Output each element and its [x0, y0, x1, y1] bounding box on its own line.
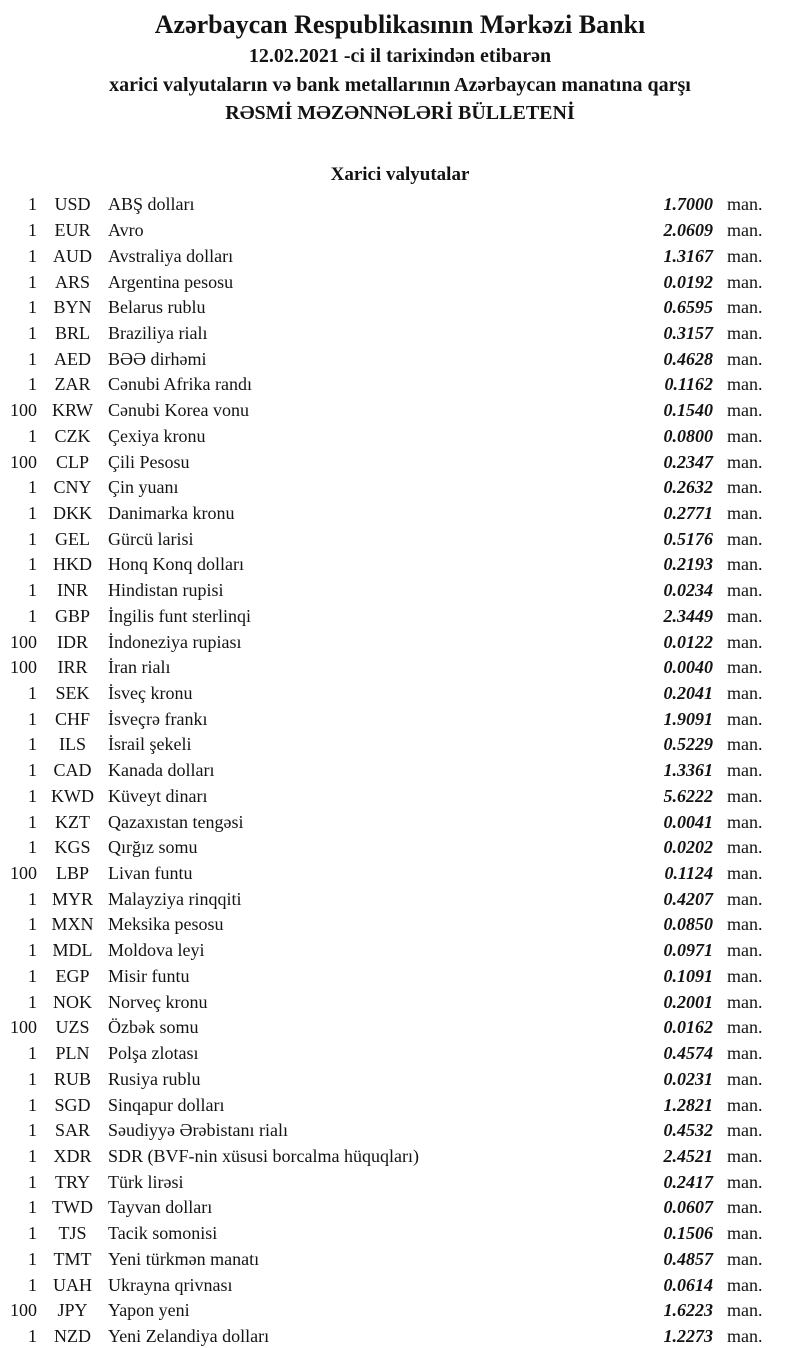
currency-name: Özbək somu	[108, 1017, 199, 1038]
currency-quantity: 1	[28, 837, 37, 858]
currency-name: Çili Pesosu	[108, 451, 190, 472]
unit-label: man.	[727, 683, 763, 704]
currency-code: ARS	[54, 271, 90, 292]
currency-name: Sinqapur dolları	[108, 1094, 225, 1115]
currency-code: AUD	[53, 245, 92, 266]
currency-rate: 0.5176	[663, 528, 713, 549]
currency-name: Tayvan dolları	[108, 1197, 213, 1218]
unit-label: man.	[727, 348, 763, 369]
unit-label: man.	[727, 1043, 763, 1064]
currency-quantity: 1	[28, 888, 37, 909]
unit-label: man.	[727, 322, 763, 343]
unit-label: man.	[727, 425, 763, 446]
currency-name: İsveç kronu	[108, 683, 193, 704]
currency-quantity: 1	[28, 297, 37, 318]
bulletin-subtitle: xarici valyutaların və bank metallarının Azərbaycan manatına qarşı	[109, 74, 691, 96]
currency-quantity: 1	[28, 991, 37, 1012]
unit-label: man.	[727, 734, 763, 755]
currency-code: AED	[54, 348, 91, 369]
rate-row	[0, 1066, 773, 1092]
currency-quantity: 1	[28, 1223, 37, 1244]
unit-label: man.	[727, 1068, 763, 1089]
currency-name: BƏƏ dirhəmi	[108, 348, 207, 369]
currency-quantity: 1	[28, 940, 37, 961]
unit-label: man.	[727, 220, 763, 241]
currency-quantity: 1	[28, 914, 37, 935]
currency-name: Yeni türkmən manatı	[108, 1248, 260, 1269]
rate-row	[0, 475, 773, 501]
unit-label: man.	[727, 863, 763, 884]
currency-name: SDR (BVF-nin xüsusi borcalma hüquqları)	[108, 1145, 419, 1166]
currency-code: INR	[57, 580, 88, 601]
rate-row	[0, 449, 773, 475]
currency-rate: 5.6222	[663, 785, 713, 806]
currency-quantity: 1	[28, 785, 37, 806]
currency-quantity: 1	[28, 425, 37, 446]
currency-rate: 0.0202	[663, 837, 713, 858]
unit-label: man.	[727, 528, 763, 549]
currency-quantity: 100	[10, 863, 37, 884]
currency-name: Səudiyyə Ərəbistanı rialı	[108, 1120, 288, 1141]
currency-rate: 0.2417	[663, 1171, 713, 1192]
rate-row	[0, 243, 773, 269]
rate-row	[0, 681, 773, 707]
currency-name: Malayziya rinqqiti	[108, 888, 242, 909]
rate-row	[0, 784, 773, 810]
currency-rate: 0.4574	[663, 1043, 713, 1064]
unit-label: man.	[727, 1325, 763, 1346]
rate-row	[0, 1195, 773, 1221]
currency-rate: 0.1091	[663, 965, 713, 986]
unit-label: man.	[727, 502, 763, 523]
currency-name: Çexiya kronu	[108, 425, 206, 446]
currency-name: Rusiya rublu	[108, 1068, 201, 1089]
unit-label: man.	[727, 1274, 763, 1295]
currency-code: BYN	[53, 297, 92, 318]
unit-label: man.	[727, 400, 763, 421]
rate-row	[0, 398, 773, 424]
currency-code: RUB	[53, 1068, 91, 1089]
currency-code: USD	[54, 194, 91, 215]
rate-row	[0, 655, 773, 681]
rate-row	[0, 552, 773, 578]
currency-code: SAR	[54, 1120, 90, 1141]
currency-name: Yapon yeni	[108, 1300, 190, 1321]
rate-row	[0, 1144, 773, 1170]
currency-code: TMT	[53, 1248, 92, 1269]
currency-name: Tacik somonisi	[108, 1223, 218, 1244]
currency-quantity: 1	[28, 811, 37, 832]
currency-name: İran rialı	[108, 657, 171, 678]
currency-rate: 0.0234	[663, 580, 713, 601]
currency-rate: 0.1124	[664, 863, 713, 884]
currency-rate: 0.0162	[663, 1017, 713, 1038]
currency-code: KWD	[51, 785, 94, 806]
bank-title: Azərbaycan Respublikasının Mərkəzi Bankı	[154, 10, 646, 39]
currency-code: SEK	[55, 683, 90, 704]
currency-name: Ukrayna qrivnası	[108, 1274, 233, 1295]
currency-code: JPY	[57, 1300, 88, 1321]
currency-code: CZK	[54, 425, 91, 446]
currency-rate: 0.0192	[663, 271, 713, 292]
unit-label: man.	[727, 785, 763, 806]
currency-rate: 0.4532	[663, 1120, 713, 1141]
currency-name: Cənubi Korea vonu	[108, 400, 249, 421]
unit-label: man.	[727, 477, 763, 498]
currency-code: NZD	[54, 1325, 91, 1346]
currency-code: MYR	[51, 888, 93, 909]
currency-name: ABŞ dolları	[108, 194, 195, 215]
currency-name: Norveç kronu	[108, 991, 208, 1012]
rate-row	[0, 706, 773, 732]
currency-code: EGP	[55, 965, 90, 986]
rate-row	[0, 964, 773, 990]
rate-row	[0, 989, 773, 1015]
currency-rate: 0.1540	[663, 400, 713, 421]
currency-quantity: 1	[28, 708, 37, 729]
unit-label: man.	[727, 965, 763, 986]
currency-rate: 1.2273	[663, 1325, 713, 1346]
currency-quantity: 1	[28, 477, 37, 498]
currency-quantity: 100	[10, 631, 37, 652]
section-title-foreign-currencies: Xarici valyutalar	[330, 164, 470, 185]
rate-row	[0, 295, 773, 321]
currency-code: KRW	[51, 400, 93, 421]
rate-row	[0, 809, 773, 835]
currency-rate: 0.2001	[663, 991, 713, 1012]
currency-rate: 0.0041	[663, 811, 713, 832]
unit-label: man.	[727, 580, 763, 601]
unit-label: man.	[727, 554, 763, 575]
unit-label: man.	[727, 1017, 763, 1038]
currency-code: ILS	[59, 734, 86, 755]
currency-name: Honq Konq dolları	[108, 554, 244, 575]
unit-label: man.	[727, 194, 763, 215]
currency-code: GEL	[55, 528, 90, 549]
currency-name: Qırğız somu	[108, 837, 198, 858]
currency-code: LBP	[55, 863, 89, 884]
unit-label: man.	[727, 297, 763, 318]
rate-row	[0, 1221, 773, 1247]
currency-rate: 0.0122	[663, 631, 713, 652]
currency-name: Yeni Zelandiya dolları	[108, 1325, 270, 1346]
currency-quantity: 1	[28, 554, 37, 575]
rate-row	[0, 1246, 773, 1272]
unit-label: man.	[727, 1120, 763, 1141]
currency-code: IRR	[57, 657, 88, 678]
unit-label: man.	[727, 374, 763, 395]
currency-quantity: 1	[28, 1274, 37, 1295]
currency-name: Braziliya rialı	[108, 322, 208, 343]
currency-quantity: 1	[28, 1197, 37, 1218]
unit-label: man.	[727, 888, 763, 909]
currency-quantity: 1	[28, 580, 37, 601]
currency-quantity: 1	[28, 734, 37, 755]
currency-quantity: 100	[10, 451, 37, 472]
currency-rate: 0.0971	[663, 940, 713, 961]
unit-label: man.	[727, 657, 763, 678]
rate-row	[0, 269, 773, 295]
document-header	[0, 8, 800, 127]
unit-label: man.	[727, 991, 763, 1012]
unit-label: man.	[727, 271, 763, 292]
currency-name: Misir funtu	[108, 965, 190, 986]
currency-rate: 0.0800	[663, 425, 713, 446]
rate-row	[0, 861, 773, 887]
currency-name: Meksika pesosu	[108, 914, 224, 935]
currency-quantity: 1	[28, 194, 37, 215]
currency-name: Avstraliya dolları	[108, 245, 234, 266]
rate-row	[0, 526, 773, 552]
currency-name: Gürcü larisi	[108, 528, 194, 549]
rate-row	[0, 1118, 773, 1144]
currency-quantity: 1	[28, 1145, 37, 1166]
currency-name: İndoneziya rupiası	[108, 631, 242, 652]
rate-row	[0, 732, 773, 758]
currency-quantity: 100	[10, 657, 37, 678]
currency-rate: 0.0850	[663, 914, 713, 935]
currency-quantity: 1	[28, 348, 37, 369]
currency-quantity: 1	[28, 374, 37, 395]
currency-quantity: 1	[28, 965, 37, 986]
currency-rate: 0.2347	[663, 451, 713, 472]
currency-quantity: 1	[28, 1043, 37, 1064]
rate-row	[0, 346, 773, 372]
currency-code: MDL	[52, 940, 93, 961]
currency-code: NOK	[53, 991, 92, 1012]
currency-rate: 0.5229	[663, 734, 713, 755]
currency-code: TJS	[58, 1223, 87, 1244]
currency-rate: 1.3167	[663, 245, 713, 266]
currency-rate: 0.0231	[663, 1068, 713, 1089]
currency-name: Türk lirəsi	[108, 1171, 184, 1192]
unit-label: man.	[727, 760, 763, 781]
currency-quantity: 1	[28, 1248, 37, 1269]
currency-code: IDR	[57, 631, 88, 652]
rate-row	[0, 1298, 773, 1324]
currency-name: Cənubi Afrika randı	[108, 374, 252, 395]
rate-row	[0, 1169, 773, 1195]
currency-code: EUR	[54, 220, 91, 241]
currency-name: Avro	[108, 220, 144, 241]
unit-label: man.	[727, 1197, 763, 1218]
currency-name: Qazaxıstan tengəsi	[108, 811, 244, 832]
unit-label: man.	[727, 811, 763, 832]
unit-label: man.	[727, 837, 763, 858]
currency-quantity: 1	[28, 528, 37, 549]
currency-quantity: 1	[28, 760, 37, 781]
rate-row	[0, 578, 773, 604]
rate-row	[0, 423, 773, 449]
currency-code: PLN	[55, 1043, 90, 1064]
currency-name: İngilis funt sterlinqi	[108, 605, 251, 626]
currency-quantity: 1	[28, 605, 37, 626]
rate-row	[0, 629, 773, 655]
unit-label: man.	[727, 1248, 763, 1269]
currency-rate: 0.1506	[663, 1223, 713, 1244]
rate-row	[0, 758, 773, 784]
unit-label: man.	[727, 708, 763, 729]
currency-quantity: 1	[28, 1171, 37, 1192]
rate-row	[0, 1015, 773, 1041]
currency-code: CLP	[55, 451, 89, 472]
unit-label: man.	[727, 1171, 763, 1192]
currency-name: Argentina pesosu	[108, 271, 234, 292]
currency-quantity: 1	[28, 271, 37, 292]
rate-row	[0, 1092, 773, 1118]
currency-quantity: 1	[28, 220, 37, 241]
rate-row	[0, 192, 773, 218]
currency-rate: 0.0607	[663, 1197, 713, 1218]
unit-label: man.	[727, 1223, 763, 1244]
rate-row	[0, 1272, 773, 1298]
currency-rate: 2.3449	[663, 605, 713, 626]
rate-row	[0, 1041, 773, 1067]
currency-quantity: 1	[28, 502, 37, 523]
currency-code: SGD	[54, 1094, 91, 1115]
currency-rate: 0.0040	[663, 657, 713, 678]
currency-rate: 1.2821	[663, 1094, 713, 1115]
currency-rate: 1.7000	[663, 194, 713, 215]
currency-name: Polşa zlotası	[108, 1043, 199, 1064]
currency-rate: 0.3157	[663, 322, 713, 343]
currency-quantity: 100	[10, 400, 37, 421]
currency-quantity: 1	[28, 1120, 37, 1141]
currency-rate: 1.9091	[663, 708, 713, 729]
currency-code: KZT	[55, 811, 90, 832]
currency-code: DKK	[53, 502, 92, 523]
rate-row	[0, 938, 773, 964]
currency-code: XDR	[53, 1145, 92, 1166]
currency-rate: 0.6595	[663, 297, 713, 318]
currency-code: UAH	[53, 1274, 92, 1295]
currency-quantity: 1	[28, 1068, 37, 1089]
unit-label: man.	[727, 914, 763, 935]
rate-row	[0, 218, 773, 244]
currency-code: HKD	[53, 554, 92, 575]
currency-name: Belarus rublu	[108, 297, 206, 318]
currency-code: CNY	[53, 477, 92, 498]
rate-row	[0, 501, 773, 527]
currency-quantity: 1	[28, 683, 37, 704]
rate-row	[0, 604, 773, 630]
unit-label: man.	[727, 245, 763, 266]
unit-label: man.	[727, 1300, 763, 1321]
currency-code: KGS	[54, 837, 91, 858]
currency-code: CAD	[53, 760, 92, 781]
currency-rate: 2.4521	[663, 1145, 713, 1166]
currency-rate: 0.1162	[664, 374, 713, 395]
currency-code: GBP	[54, 605, 90, 626]
currency-rate: 0.4628	[663, 348, 713, 369]
currency-rate: 0.4207	[663, 888, 713, 909]
currency-name: Küveyt dinarı	[108, 785, 208, 806]
currency-rate: 1.6223	[663, 1300, 713, 1321]
currency-quantity: 100	[10, 1017, 37, 1038]
currency-name: Moldova leyi	[108, 940, 205, 961]
unit-label: man.	[727, 940, 763, 961]
currency-quantity: 1	[28, 245, 37, 266]
unit-label: man.	[727, 451, 763, 472]
currency-rate: 2.0609	[663, 220, 713, 241]
currency-quantity: 1	[28, 322, 37, 343]
rate-row	[0, 912, 773, 938]
unit-label: man.	[727, 605, 763, 626]
currency-name: İsrail şekeli	[108, 734, 192, 755]
currency-rate: 0.2041	[663, 683, 713, 704]
rates-table	[0, 192, 800, 1348]
currency-rate: 0.4857	[663, 1248, 713, 1269]
rate-row	[0, 886, 773, 912]
currency-code: BRL	[54, 322, 90, 343]
effective-date-line: 12.02.2021 -ci il tarixindən etibarən	[248, 45, 552, 67]
rate-row	[0, 372, 773, 398]
bulletin-name: RƏSMİ MƏZƏNNƏLƏRİ BÜLLETENİ	[225, 102, 575, 124]
currency-rate: 0.0614	[663, 1274, 713, 1295]
currency-name: Danimarka kronu	[108, 502, 235, 523]
currency-quantity: 100	[10, 1300, 37, 1321]
currency-rate: 1.3361	[663, 760, 713, 781]
currency-code: TRY	[54, 1171, 90, 1192]
currency-name: Livan funtu	[108, 863, 193, 884]
currency-code: TWD	[52, 1197, 93, 1218]
unit-label: man.	[727, 631, 763, 652]
currency-name: İsveçrə frankı	[108, 708, 208, 729]
unit-label: man.	[727, 1145, 763, 1166]
currency-rate: 0.2193	[663, 554, 713, 575]
currency-code: MXN	[51, 914, 94, 935]
unit-label: man.	[727, 1094, 763, 1115]
currency-code: UZS	[55, 1017, 90, 1038]
rate-row	[0, 1324, 773, 1348]
currency-rate: 0.2632	[663, 477, 713, 498]
currency-rate: 0.2771	[663, 502, 713, 523]
currency-quantity: 1	[28, 1094, 37, 1115]
currency-name: Hindistan rupisi	[108, 580, 224, 601]
currency-code: CHF	[54, 708, 90, 729]
rate-row	[0, 321, 773, 347]
currency-quantity: 1	[28, 1325, 37, 1346]
currency-name: Çin yuanı	[108, 477, 179, 498]
rate-row	[0, 835, 773, 861]
currency-name: Kanada dolları	[108, 760, 215, 781]
currency-code: ZAR	[54, 374, 91, 395]
